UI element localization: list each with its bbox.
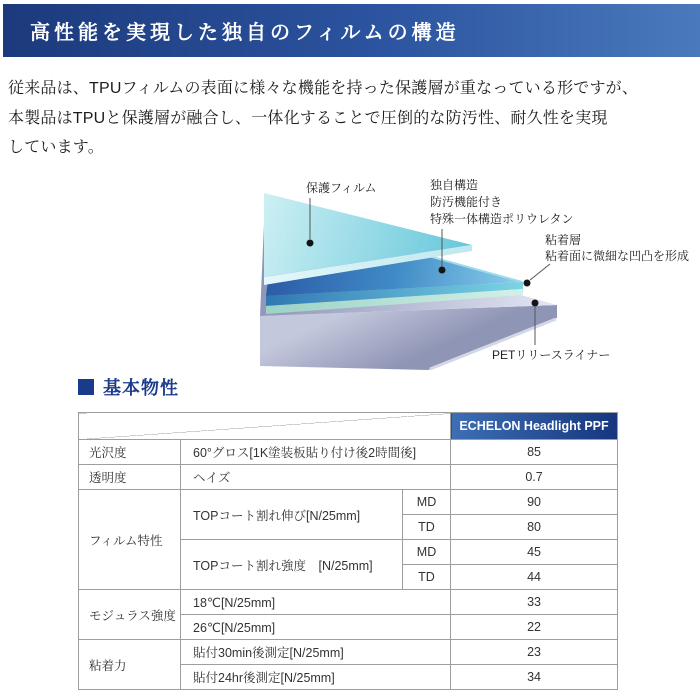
table-row [79,590,618,615]
spec-table [78,412,618,690]
table-row [79,465,618,490]
leader-line-adhesive [530,264,550,280]
table-row [79,490,618,515]
section-heading [78,374,179,400]
label-protective-film: 保護フィルム [306,181,377,195]
section-bullet-square-icon [78,379,94,395]
intro-line: 従来品は、TPUフィルムの表面に様々な機能を持った保護層が重なっている形ですが、 [8,80,639,97]
value-cell: 44 [451,565,618,590]
label-unique-structure-1: 独自構造 [430,178,479,192]
condition-cell: 26℃[N/25mm] [181,615,451,640]
diagonal-header-cell [79,413,451,440]
condition-cell: 60°グロス[1K塗装板貼り付け後2時間後] [181,440,451,465]
category-cell: 光沢度 [79,440,181,465]
table-row [79,640,618,665]
value-cell: 0.7 [451,465,618,490]
label-adhesive-2: 粘着面に微細な凹凸を形成 [545,249,690,263]
condition-cell: TOPコート割れ伸び[N/25mm] [181,490,403,540]
header-banner [3,4,700,57]
condition-cell: TOPコート割れ強度 [N/25mm] [181,540,403,590]
direction-cell: TD [403,515,451,540]
value-cell: 22 [451,615,618,640]
value-cell: 33 [451,590,618,615]
category-cell: 透明度 [79,465,181,490]
section-title: 基本物性 [103,378,179,398]
condition-cell: 18℃[N/25mm] [181,590,451,615]
intro-line: しています。 [8,139,104,156]
direction-cell: TD [403,565,451,590]
value-cell: 45 [451,540,618,565]
intro-paragraph [8,74,696,163]
category-cell: 粘着力 [79,640,181,690]
table-row [79,413,618,440]
condition-cell: 貼付30min後測定[N/25mm] [181,640,451,665]
value-cell: 85 [451,440,618,465]
direction-cell: MD [403,540,451,565]
value-cell: 23 [451,640,618,665]
category-cell: モジュラス強度 [79,590,181,640]
leader-dot-protective-film [307,240,314,247]
page-title: 高性能を実現した独自のフィルムの構造 [30,22,460,44]
condition-cell: 貼付24hr後測定[N/25mm] [181,665,451,690]
film-structure-diagram [0,170,700,375]
label-adhesive-1: 粘着層 [545,233,582,247]
intro-line: 本製品はTPUと保護層が融合し、一体化することで圧倒的な防汚性、耐久性を実現 [8,109,608,127]
leader-dot-release-liner [532,300,539,307]
leader-dot-adhesive [524,280,531,287]
product-column-header: ECHELON Headlight PPF [451,413,618,440]
label-unique-structure-2: 防汚機能付き [430,195,503,209]
label-release-liner: PETリリースライナー [492,348,611,362]
value-cell: 90 [451,490,618,515]
leader-dot-unique-structure [439,267,446,274]
direction-cell: MD [403,490,451,515]
condition-cell: ヘイズ [181,465,451,490]
table-row [79,440,618,465]
label-unique-structure-3: 特殊一体構造ポリウレタン [430,212,574,226]
category-cell: フィルム特性 [79,490,181,590]
value-cell: 34 [451,665,618,690]
value-cell: 80 [451,515,618,540]
